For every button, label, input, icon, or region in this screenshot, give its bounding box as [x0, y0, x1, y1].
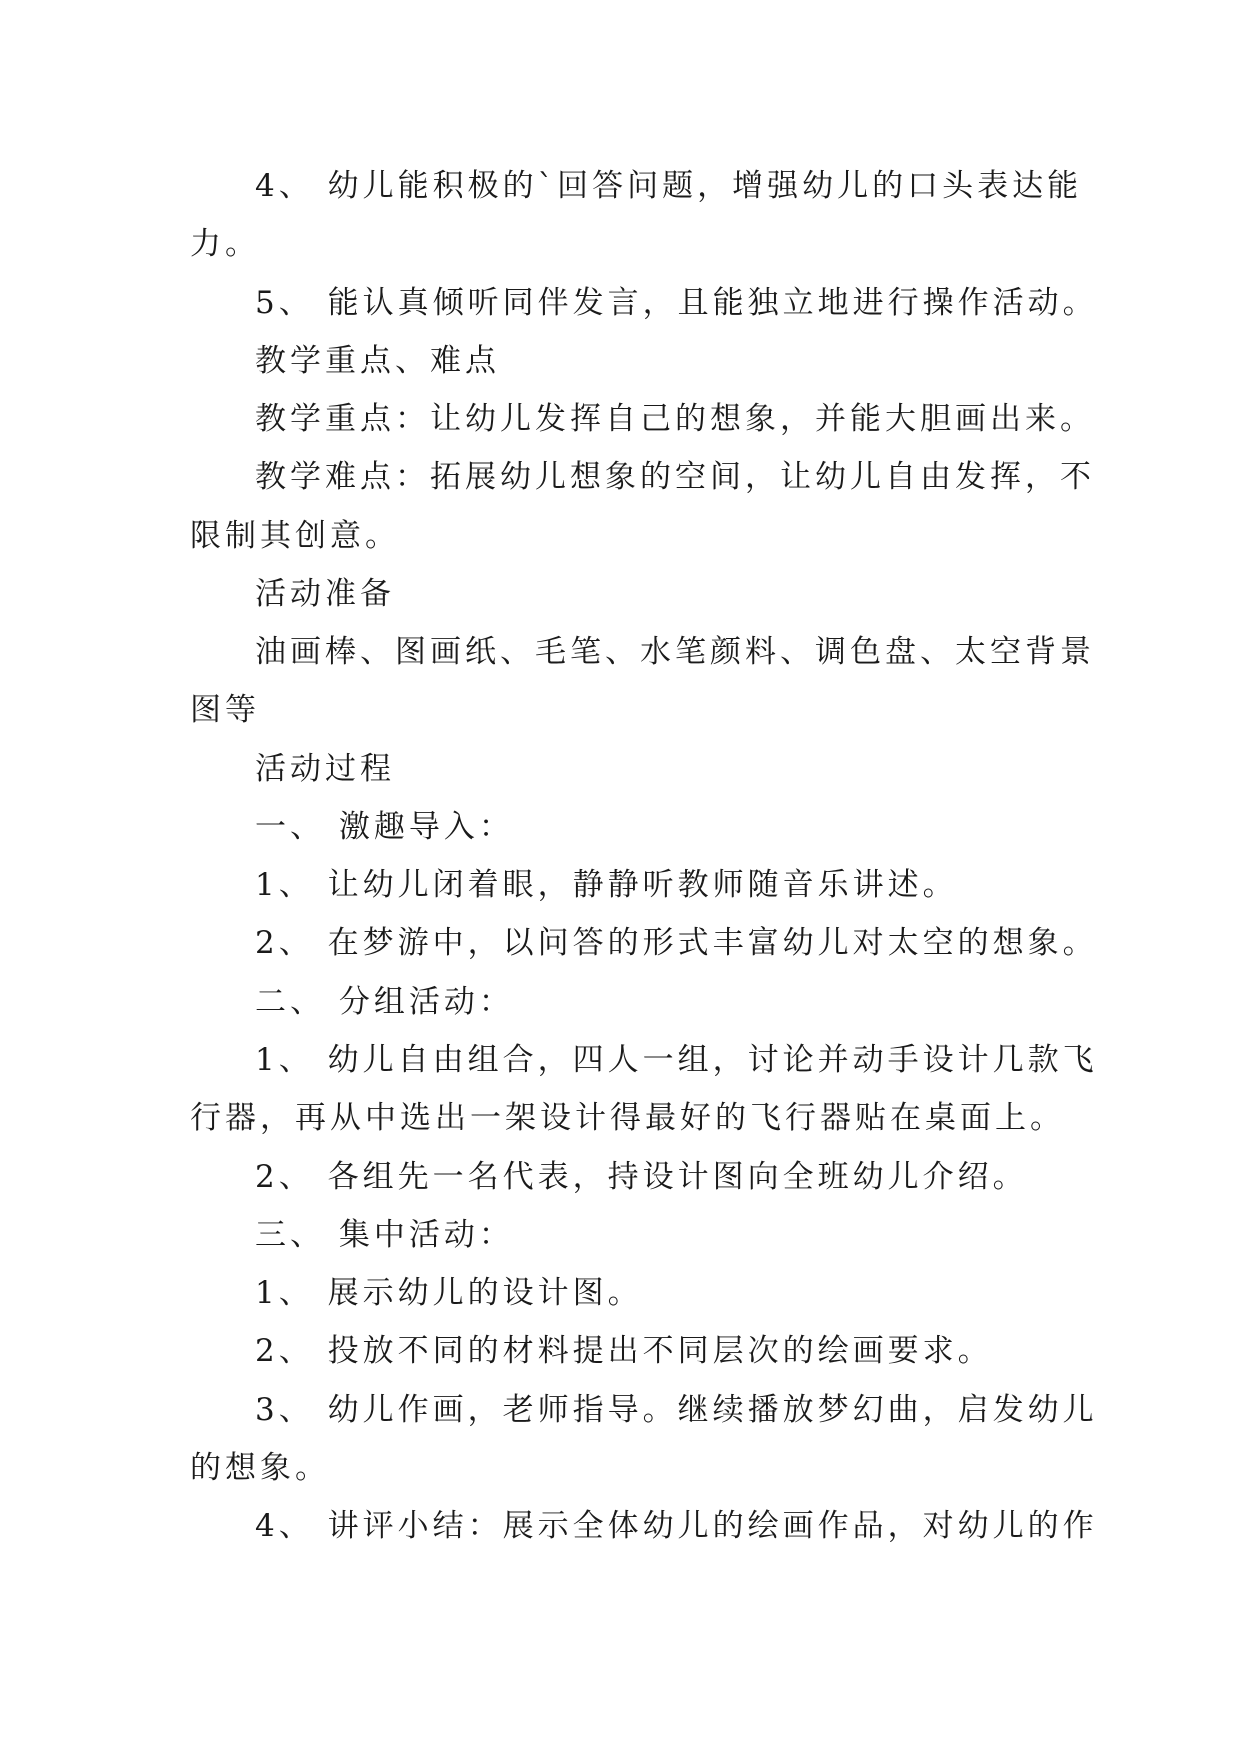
- section-heading: 活动过程: [255, 751, 395, 787]
- paragraph-line: 力。: [190, 226, 260, 262]
- paragraph-line: 油画棒、图画纸、毛笔、水笔颜料、调色盘、太空背景: [255, 634, 1095, 670]
- step-heading: 二、 分组活动：: [255, 984, 514, 1020]
- paragraph-line: 1、 让幼儿闭着眼，静静听教师随音乐讲述。: [255, 867, 958, 903]
- paragraph-line: 教学重点：让幼儿发挥自己的想象，并能大胆画出来。: [255, 401, 1095, 437]
- paragraph-line: 限制其创意。: [190, 518, 400, 554]
- paragraph-line: 1、 展示幼儿的设计图。: [255, 1275, 643, 1311]
- paragraph-line: 4、 幼儿能积极的`回答问题，增强幼儿的口头表达能: [255, 168, 1083, 204]
- step-heading: 三、 集中活动：: [255, 1217, 514, 1253]
- section-heading: 教学重点、难点: [255, 343, 500, 379]
- paragraph-line: 行器，再从中选出一架设计得最好的飞行器贴在桌面上。: [190, 1100, 1065, 1136]
- paragraph-line: 5、 能认真倾听同伴发言，且能独立地进行操作活动。: [255, 285, 1098, 321]
- paragraph-line: 3、 幼儿作画，老师指导。继续播放梦幻曲，启发幼儿: [255, 1392, 1098, 1428]
- paragraph-line: 图等: [190, 692, 260, 728]
- paragraph-line: 4、 讲评小结：展示全体幼儿的绘画作品，对幼儿的作: [255, 1508, 1098, 1544]
- paragraph-line: 的想象。: [190, 1450, 330, 1486]
- paragraph-line: 2、 各组先一名代表，持设计图向全班幼儿介绍。: [255, 1159, 1028, 1195]
- paragraph-line: 1、 幼儿自由组合，四人一组，讨论并动手设计几款飞: [255, 1042, 1098, 1078]
- paragraph-line: 2、 在梦游中，以问答的形式丰富幼儿对太空的想象。: [255, 925, 1098, 961]
- section-heading: 活动准备: [255, 576, 395, 612]
- paragraph-line: 教学难点：拓展幼儿想象的空间，让幼儿自由发挥，不: [255, 459, 1095, 495]
- paragraph-line: 2、 投放不同的材料提出不同层次的绘画要求。: [255, 1333, 993, 1369]
- step-heading: 一、 激趣导入：: [255, 809, 514, 845]
